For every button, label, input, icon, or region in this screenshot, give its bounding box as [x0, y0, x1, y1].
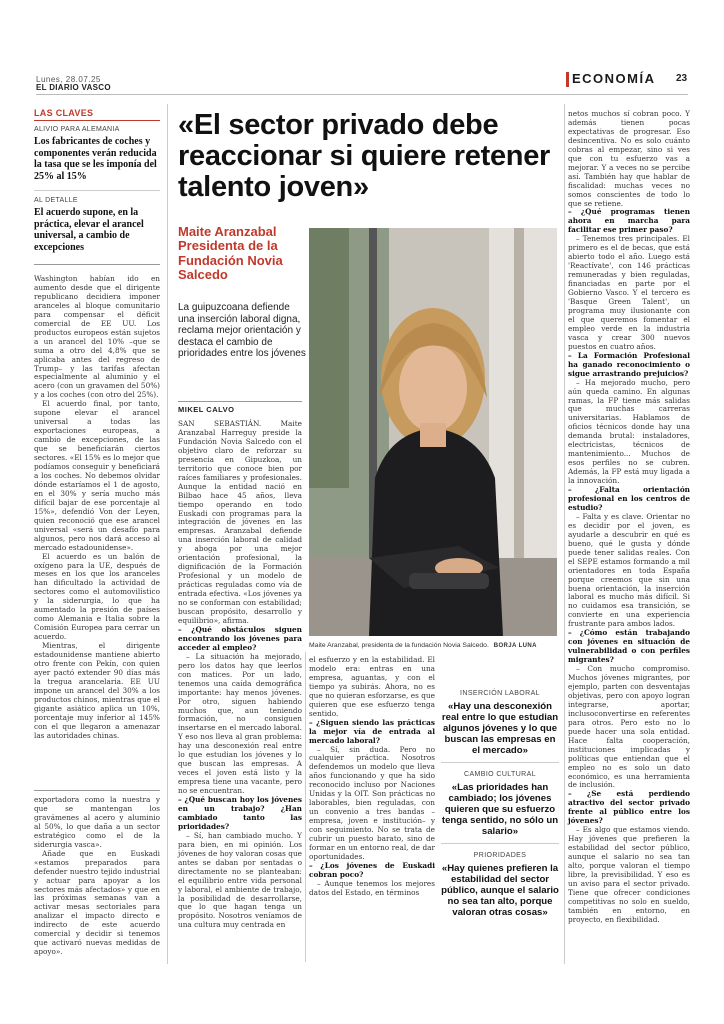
interview-question: – ¿Falta orientación profesional en los centros de estudio? — [568, 485, 690, 512]
pull-quote: «Las prioridades han cambiado; los jóvenes quieren que su esfuerzo tenga sentido, no sólo un salario» — [441, 782, 559, 837]
author-rule — [178, 401, 302, 402]
paragraph: El acuerdo final, por tanto, supone elevar el arancel universal a todas las exportaciones europeas, a cambio de excepciones, de las que se beneficiarán ciertos sectores. «El 15% es lo mejor que podíamos conseguir y beneficiará a los coches. No debemos olvidar dónde estaríamos el 1 de agosto, en el 30% y sería mucho más difícil bajar de ese porcentaje al 15%», defendió Von der Leyen, quien reconoció que ese arancel universal «será un desafío para algunos, pero nos dará acceso al mercado estadounidense». — [34, 399, 160, 552]
interview-column-1 — [178, 420, 302, 930]
previous-article-continuation — [34, 796, 160, 957]
paragraph: – Con mucho compromiso. Muchos jóvenes migrantes, por ejemplo, parten con desventajas objetivas, pero con apoyo logran integrarse, aportar, inclusoconvertirse en referentes para otros. Pero esto no lo puede hacer una sola entidad. Hace falta cooperación, instituciones implicadas y políticas que entiendan que el empleo no es solo un dato económico, es una herramienta de inclusión. — [568, 664, 690, 790]
paragraph: – Sí, han cambiado mucho. Y para bien, en mi opinión. Los jóvenes de hoy valoran cosas que antes se daban por sentadas o directamente no se planteaban: el equilibrio entre vida personal y laboral, el ambiente de trabajo, la posibilidad de desarrollarse, que lo que hagan tenga un propósito. Nosotros veníamos de una cultura muy centrada en — [178, 830, 302, 930]
paragraph: – Ha mejorado mucho, pero aún queda camino. En algunas ramas, la FP tiene más salidas que muchas carreras universitarias. Hablamos de oficios técnicos donde hay una demanda brutal: instaladores, electricistas, técnicos de mantenimiento... Muchos de esos perfiles no se cubren. Además, la FP está muy ligada a la innovación. — [568, 377, 690, 486]
key-point-divider — [34, 190, 160, 191]
paragraph: – Es algo que estamos viendo. Hay jóvenes que prefieren la estabilidad del sector público, aunque el salario no sea tan alto, porque valoran el tiempo libre, la previsibilidad. Y eso es un aviso para el sector privado. Tiene que ofrecer condiciones competitivas no solo en sueldo, también en entorno, en proyecto, en flexibilidad. — [568, 825, 690, 924]
quote-divider — [441, 762, 559, 763]
column-divider — [167, 104, 168, 964]
interview-question: – ¿Qué obstáculos siguen encontrando los jóvenes para acceder al empleo? — [178, 624, 302, 652]
edition-date: Lunes, 28.07.25 — [36, 75, 101, 84]
pull-quote: «Hay quienes prefieren la estabilidad del sector público, aunque el salario no sea tan alto, porque valoran otras cosas» — [441, 863, 559, 918]
photo-caption — [309, 642, 557, 649]
previous-article-text — [34, 275, 160, 741]
article-lead: La guipuzcoana defiende una inserción laboral digna, reclama mejor orientación y destaca el cambio de prioridades entre los jóvenes — [178, 302, 306, 359]
column-break-rule — [34, 790, 160, 791]
quote-label: PRIORIDADES — [473, 852, 527, 859]
portrait-illustration — [309, 228, 557, 636]
paragraph: SAN SEBASTIÁN. Maite Aranzabal Harreguy preside la Fundación Novia Salcedo con el objetivo claro de reforzar su presencia en Gipuzkoa, un territorio que conoce bien por raíces familiares y profesionales. Aunque la entidad nació en Bilbao hace 45 años, lleva tiempo operando en todo Euskadi con programas para la integración de jóvenes en las empresas. Aranzabal defiende una inserción laboral de calidad y aboga por una mejor orientación profesional, la dignificación de la Formación Profesional y un modelo de prácticas reguladas como vía de entrada efectiva. «Los jóvenes ya no se conforman con estabilidad; buscan propósito, desarrollo y equilibrio», afirma. — [178, 419, 302, 625]
interviewee-role: Presidenta de la Fundación Novia Salcedo — [178, 238, 283, 282]
paragraph: Añade que en Euskadi «estamos preparados para defender nuestro tejido industrial y actuar para apoyar a los sectores más afectados» y que en las próximas semanas van a activar mesas sectoriales para analizar el impacto directo e indirecto de este acuerdo comercial y decidir si tenemos que activaró nuevas medidas de apoyo». — [34, 848, 160, 957]
article-headline: «El sector privado debe reaccionar si quiere retener talento joven» — [178, 109, 551, 203]
interviewee-name: Maite Aranzabal — [178, 224, 277, 239]
paragraph: Washington habían ido en aumento desde que el dirigente republicano decidiera imponer aranceles al bloque comunitario para compensar el déficit comercial de EE UU. Los productos europeos están sujetos a un arancel del 10% –que se suma a otro del 4,8% que se aplicaba antes del regreso de Trump– y las tarifas afectan especialmente al aluminio y el acero (con un gravamen del 50%) y a los coches (con otro del 25%). — [34, 274, 160, 400]
interview-column-2 — [309, 656, 435, 898]
key-point-label: ALIVIO PARA ALEMANIA — [34, 126, 120, 133]
caption-text: Maite Aranzabal, presidenta de la fundación Novia Salcedo. — [309, 642, 489, 649]
pull-quote: «Hay una desconexión real entre lo que estudian algunos jóvenes y lo que buscan las empresas en el mercado» — [441, 701, 559, 756]
interview-question: – ¿Qué buscan hoy los jóvenes en un trabajo? ¿Han cambiado tanto las prioridades? — [178, 795, 302, 831]
paragraph: El acuerdo es un balón de oxígeno para la UE, después de meses en los que los aranceles han dificultado la actividad de sectores como el automovilístico y la siderurgia, lo que ha aumentado la presión de países como Alemania e Italia sobre la Comisión Europea para cerrar un acuerdo. — [34, 551, 160, 642]
key-point-text: Los fabricantes de coches y componentes verán reducida la tasa que se les imponía del 25% al 15% — [34, 136, 157, 182]
section-marker — [566, 72, 569, 87]
key-point-text: El acuerdo supone, en la práctica, elevar el arancel universal, a cambio de excepciones — [34, 207, 144, 253]
highlight-quotes — [441, 690, 559, 918]
page-number: 23 — [676, 73, 688, 84]
quote-label: INSERCIÓN LABORAL — [460, 690, 540, 697]
photo-credit: BORJA LUNA — [493, 643, 537, 649]
paragraph: exportadora como la nuestra y que se mantengan los gravámenes al acero y aluminio al 50%, lo que daña a un sector estratégico como el de la siderurgia vasca». — [34, 795, 160, 849]
interview-question: – ¿Se está perdiendo atractivo del sector privado frente al público entre los jóvenes? — [568, 789, 690, 826]
interview-question: – ¿Cómo están trabajando con jóvenes en situación de vulnerabilidad o con perfiles migrantes? — [568, 628, 690, 665]
column-divider — [564, 104, 565, 964]
paragraph: – Aunque tenemos los mejores datos del Estado, en términos — [309, 878, 435, 897]
masthead-divider — [36, 94, 688, 95]
key-points-box — [34, 108, 160, 253]
portrait-photo — [309, 228, 557, 636]
quote-divider — [441, 843, 559, 844]
article-author: MIKEL CALVO — [178, 405, 235, 414]
newspaper-name: EL DIARIO VASCO — [36, 83, 111, 92]
interview-question: – La Formación Profesional ha ganado reconocimiento o sigue arrastrando prejuicios? — [568, 350, 690, 378]
paragraph: netos muchos sí cobran poco. Y además tienen pocas expectativas de progresar. Eso desincentiva. No es solo cuánto cobras al empezar, sino si ves que con tu esfuerzo vas a mejorar. Y a veces no se percibe así. También hay que hablar de fiscalidad: muchas veces no somos conscientes de todo lo que se retiene. — [568, 109, 690, 208]
section-title: ECONOMÍA — [572, 71, 656, 86]
interview-question: – ¿Qué programas tienen ahora en marcha para facilitar ese primer paso? — [568, 207, 690, 235]
interview-question: – ¿Los jóvenes de Euskadi cobran poco? — [309, 860, 435, 879]
interview-question: – ¿Siguen siendo las prácticas la mejor vía de entrada al mercado laboral? — [309, 717, 435, 745]
key-points-rule — [34, 120, 160, 121]
key-points-bottom-rule — [34, 264, 160, 265]
quote-label: CAMBIO CULTURAL — [464, 771, 536, 778]
paragraph: – Tenemos tres principales. El primero es el de becas, que está abierto todo el año. Luego está 'Reactívate', con 146 prácticas remuneradas y bien reguladas, financiadas en parte por el Gobierno Vasco. Y el tercero es 'Basque Green Talent', un programa muy ilusionante con el que queremos fomentar el empleo verde en la industria vasca y crear 300 nuevos puestos en cuatro años. — [568, 234, 690, 351]
paragraph: – La situación ha mejorado, pero los datos hay que leerlos con matices. Por un lado, tenemos una caída demográfica importante: hay menos jóvenes. Por otro, siguen habiendo muchos que, aun teniendo formación, no consiguen insertarse en el mercado laboral. Y eso nos lleva al gran problema: hay una desconexión real entre lo que estudian los jóvenes y lo que buscan las empresas. A veces el joven está listo y la empresa tiene una vacante, pero no se encuentran. — [178, 651, 302, 796]
paragraph: – Sí, sin duda. Pero no cualquier práctica. Nosotros defendemos un modelo que lleva años funcionando y que ha sido reconocido incluso por Naciones Unidas y la OIT. Son prácticas no laborables, bien reguladas, con un convenio a tres bandas –empresa, joven e institución– y con seguimiento. No se trata de cubrir un puesto barato, sino de formar en un entorno real, de dar oportunidades. — [309, 744, 435, 861]
paragraph: Mientras, el dirigente estadounidense mantiene abierto otro frente con Pekín, con quien ayer pactó extender 90 días más la tregua arancelaria. EE UU impone un arancel del 30% a los productos chinos, mientras que el gigante asiático aplica un 10%, porcentaje muy inferior al 145% con el que llegaron a amenazar las autoridades chinas. — [34, 641, 160, 740]
column-divider — [305, 652, 306, 962]
paragraph: el esfuerzo y en la estabilidad. El modelo era: entras en una empresa, aguantas, y con el tiempo ya subirás. Ahora, no es que no quieran esforzarse, es que quieren que ese esfuerzo tenga sentido. — [309, 655, 435, 718]
interview-column-3 — [568, 110, 690, 925]
key-points-title: LAS CLAVES — [34, 108, 94, 118]
paragraph: – Falta y es clave. Orientar no es decidir por el joven, es ayudarle a descubrir en qué es bueno, qué le gusta y dónde puede tener salidas reales. Con el SEPE estamos formando a mil orientadores en toda España porque creemos que sin una buena orientación, la inserción laboral es mucho más difícil. Si no cuidamos esa transición, se convierte en una experiencia frustrante para ambos lados. — [568, 511, 690, 629]
key-point-label: AL DETALLE — [34, 197, 78, 204]
